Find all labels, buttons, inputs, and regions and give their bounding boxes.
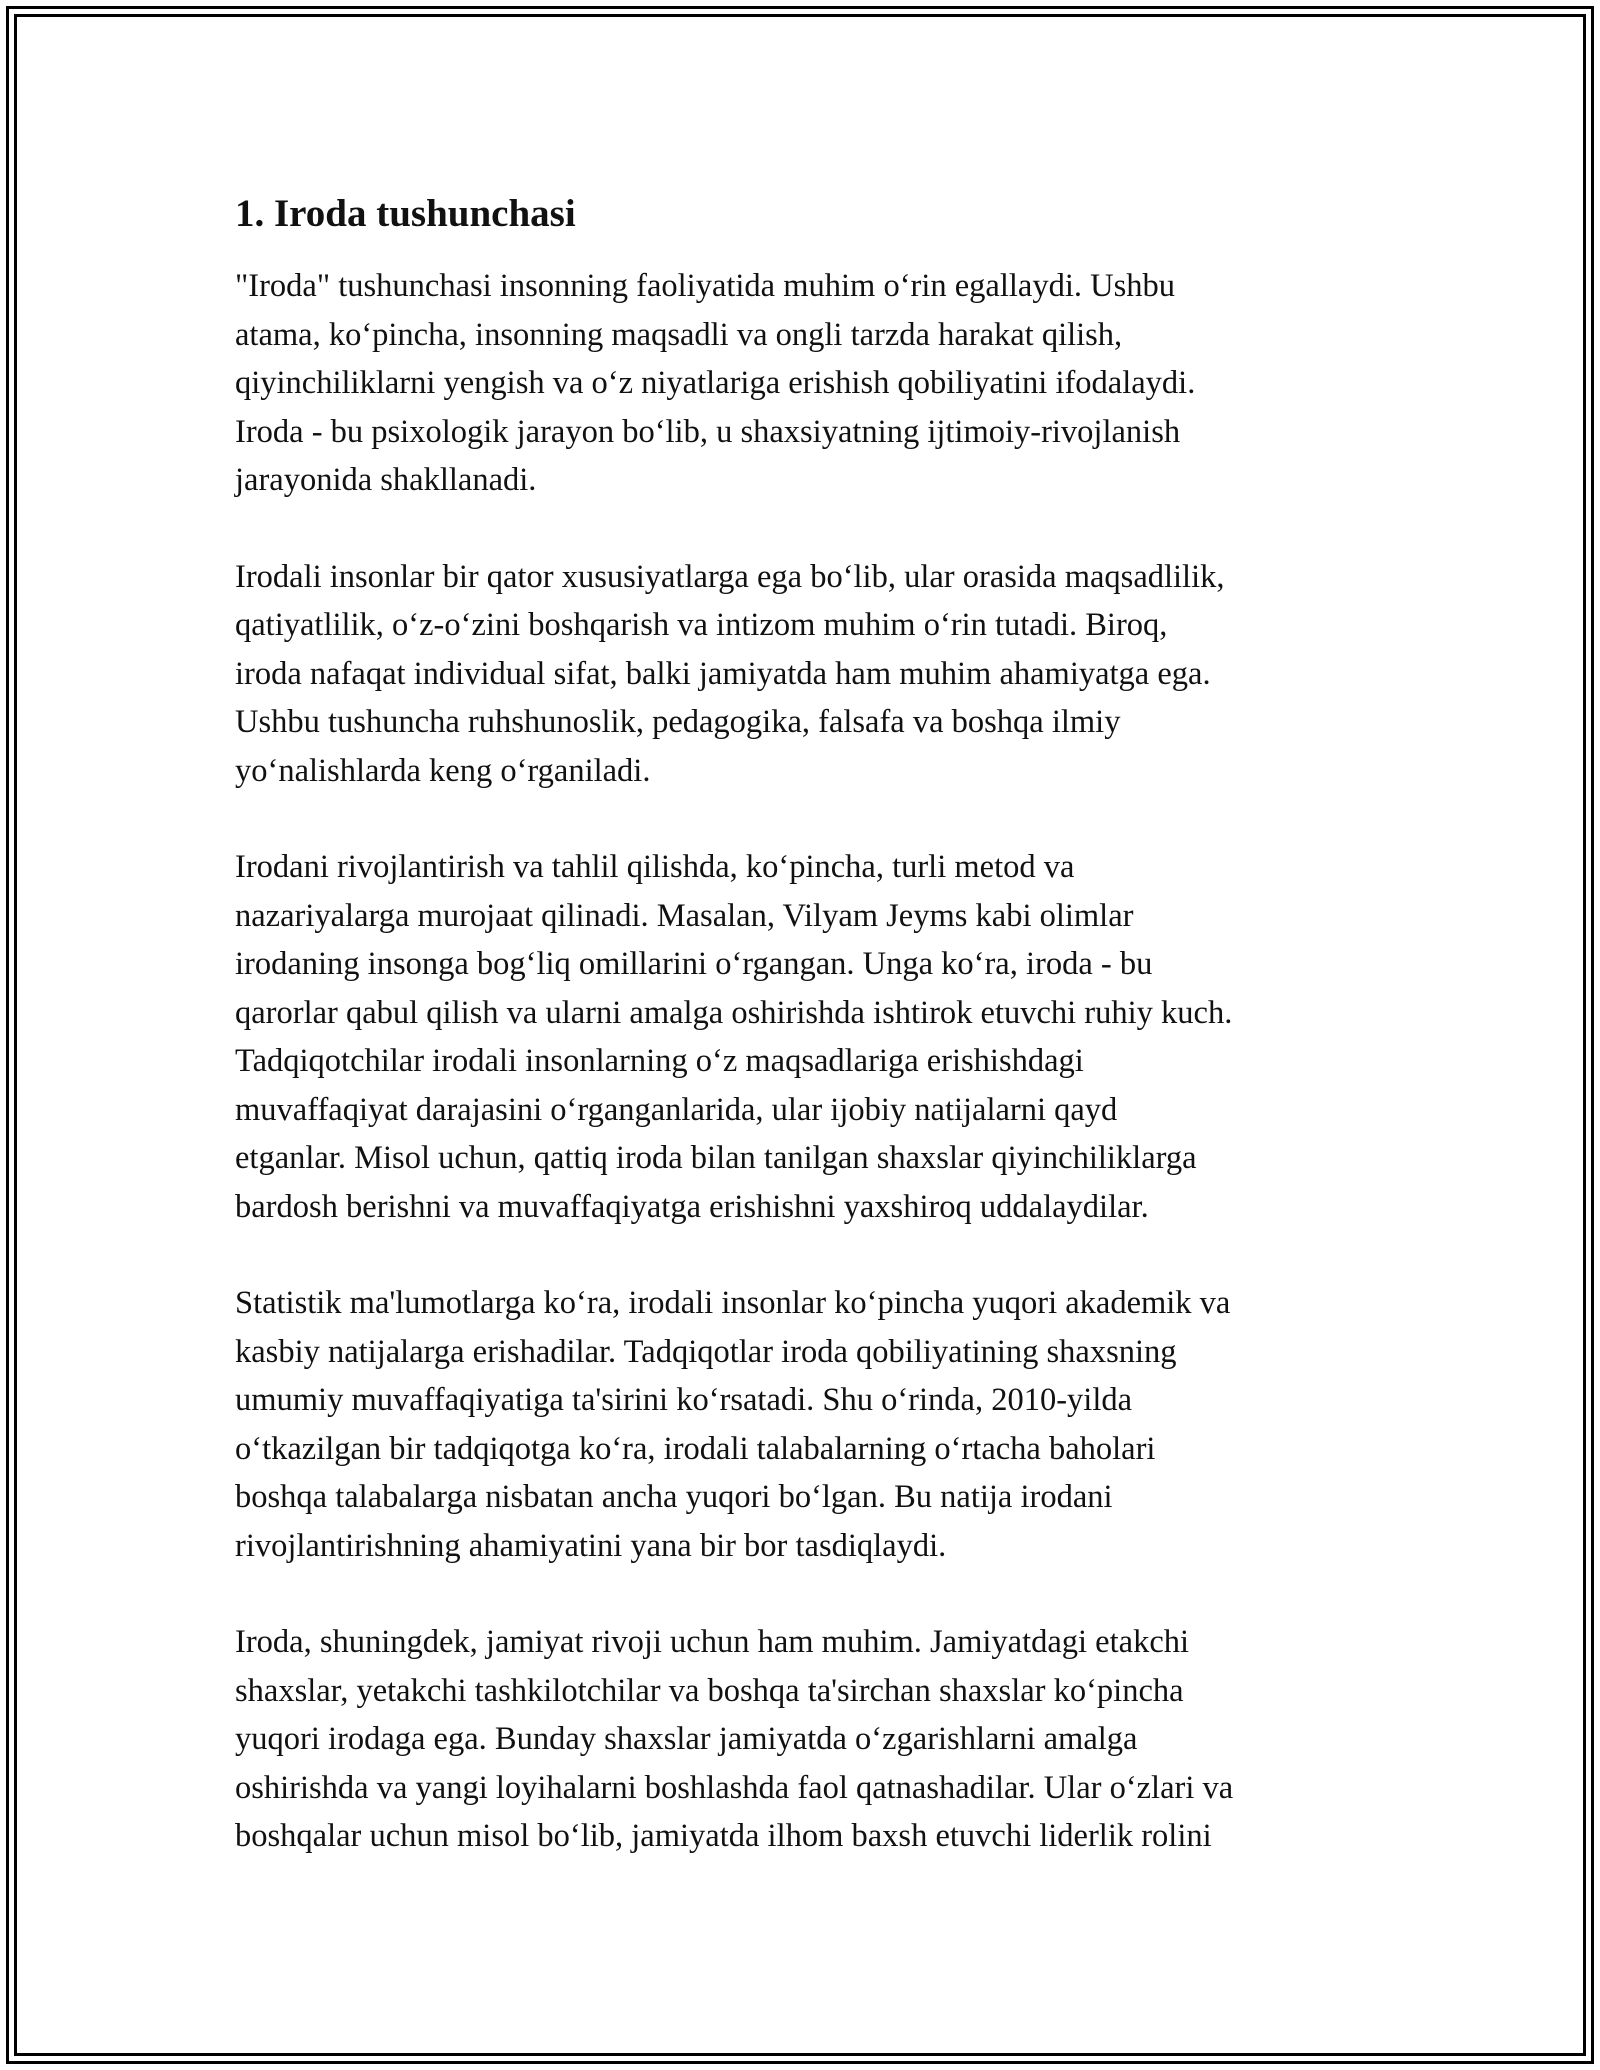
paragraph xyxy=(235,553,1380,796)
text-line: bardosh berishni va muvaffaqiyatga erishishni yaxshiroq uddalaydilar. xyxy=(235,1188,1149,1225)
text-line: irodaning insonga bogʻliq omillarini oʻrgangan. Unga koʻra, iroda - bu xyxy=(235,946,1153,982)
text-line: boshqalar uchun misol boʻlib, jamiyatda ilhom baxsh etuvchi liderlik rolini xyxy=(235,1818,1212,1854)
text-line: Iroda, shuningdek, jamiyat rivoji uchun ham muhim. Jamiyatdagi etakchi xyxy=(235,1624,1190,1660)
text-line: nazariyalarga murojaat qilinadi. Masalan, Vilyam Jeyms kabi olimlar xyxy=(235,897,1134,934)
text-line: iroda nafaqat individual sifat, balki jamiyatda ham muhim ahamiyatga ega. xyxy=(235,655,1211,692)
text-line: yuqori irodaga ega. Bunday shaxslar jamiyatda oʻzgarishlarni amalga xyxy=(235,1721,1138,1757)
text-line: Irodani rivojlantirish va tahlil qilishda, koʻpincha, turli metod va xyxy=(235,849,1075,885)
text-line: atama, koʻpincha, insonning maqsadli va ongli tarzda harakat qilish, xyxy=(235,316,1123,353)
text-line: oshirishda va yangi loyihalarni boshlashda faol qatnashadilar. Ular oʻzlari va xyxy=(235,1769,1234,1806)
text-line: rivojlantirishning ahamiyatini yana bir bor tasdiqlaydi. xyxy=(235,1527,947,1564)
text-line: qiyinchiliklarni yengish va oʻz niyatlariga erishish qobiliyatini ifodalaydi. xyxy=(235,365,1196,401)
text-line: kasbiy natijalarga erishadilar. Tadqiqotlar iroda qobiliyatining shaxsning xyxy=(235,1333,1177,1370)
paragraph xyxy=(235,843,1380,1231)
text-line: Irodali insonlar bir qator xususiyatlarga ega boʻlib, ular orasida maqsadlilik, xyxy=(235,558,1225,595)
text-line: umumiy muvaffaqiyatiga ta'sirini koʻrsatadi. Shu oʻrinda, 2010-yilda xyxy=(235,1382,1133,1418)
text-line: jarayonida shakllanadi. xyxy=(235,462,537,498)
section-heading: 1. Iroda tushunchasi xyxy=(235,192,576,235)
text-line: Iroda - bu psixologik jarayon boʻlib, u shaxsiyatning ijtimoiy-rivojlanish xyxy=(235,413,1181,450)
text-line: muvaffaqiyat darajasini oʻrganganlarida, ular ijobiy natijalarni qayd xyxy=(235,1091,1118,1128)
text-line: qatiyatlilik, oʻz-oʻzini boshqarish va intizom muhim oʻrin tutadi. Biroq, xyxy=(235,607,1168,643)
text-line: "Iroda" tushunchasi insonning faoliyatida muhim oʻrin egallaydi. Ushbu xyxy=(235,268,1175,304)
document-body xyxy=(235,186,1380,1909)
text-line: yoʻnalishlarda keng oʻrganiladi. xyxy=(235,752,651,789)
text-line: Tadqiqotchilar irodali insonlarning oʻz maqsadlariga erishishdagi xyxy=(235,1043,1084,1079)
paragraph xyxy=(235,1618,1380,1861)
text-line: boshqa talabalarga nisbatan ancha yuqori boʻlgan. Bu natija irodani xyxy=(235,1479,1113,1515)
text-line: shaxslar, yetakchi tashkilotchilar va boshqa ta'sirchan shaxslar koʻpincha xyxy=(235,1672,1184,1709)
text-line: Statistik ma'lumotlarga koʻra, irodali insonlar koʻpincha yuqori akademik va xyxy=(235,1285,1231,1321)
text-line: qarorlar qabul qilish va ularni amalga oshirishda ishtirok etuvchi ruhiy kuch. xyxy=(235,994,1233,1031)
text-line: etganlar. Misol uchun, qattiq iroda bilan tanilgan shaxslar qiyinchiliklarga xyxy=(235,1140,1197,1176)
paragraph xyxy=(235,1279,1380,1570)
paragraph xyxy=(235,262,1380,505)
text-line: Ushbu tushuncha ruhshunoslik, pedagogika, falsafa va boshqa ilmiy xyxy=(235,704,1121,740)
text-line: oʻtkazilgan bir tadqiqotga koʻra, irodali talabalarning oʻrtacha baholari xyxy=(235,1430,1156,1467)
